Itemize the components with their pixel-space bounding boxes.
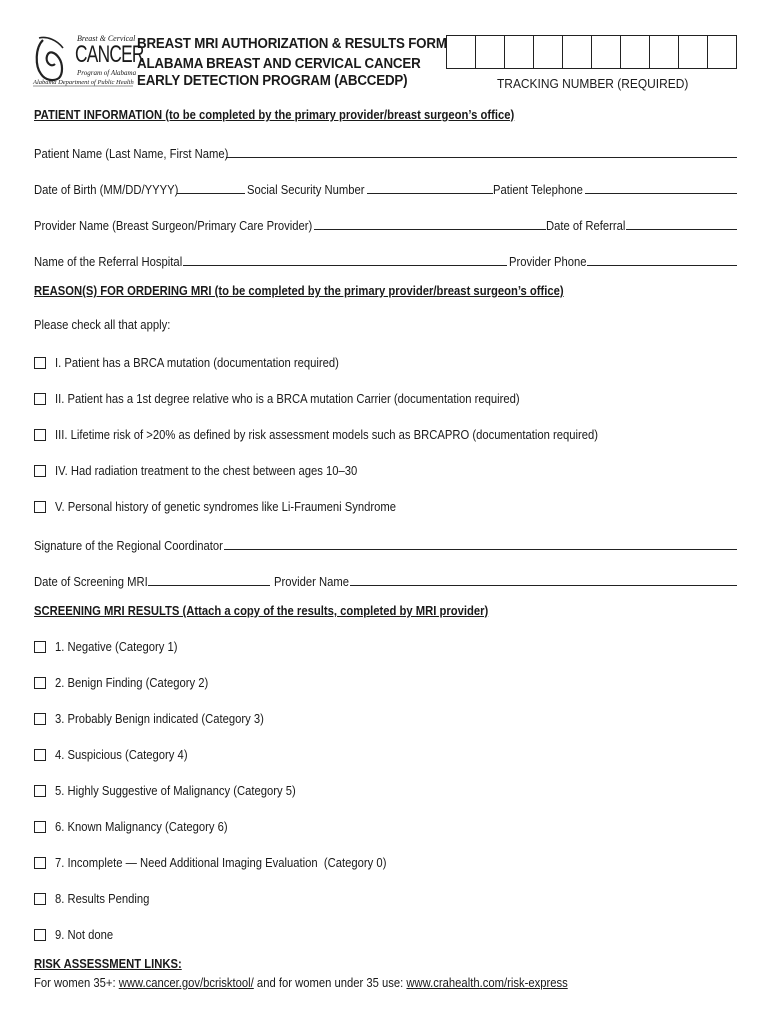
screening-date-field[interactable] [148,585,270,586]
risk-links-middle: and for women under 35 use: [256,976,404,990]
hospital-label: Name of the Referral Hospital [34,255,183,269]
reason-checkbox[interactable] [34,465,46,477]
patient-name-field[interactable] [226,157,737,158]
result-label: 7. Incomplete — Need Additional Imaging Evaluation (Category 0) [55,856,387,870]
tracking-digit-box[interactable] [650,36,679,68]
reason-label: I. Patient has a BRCA mutation (documentation required) [55,356,339,370]
risk-links-line [34,976,627,990]
reason-checkbox[interactable] [34,393,46,405]
reason-option[interactable] [34,498,434,516]
result-label: 3. Probably Benign indicated (Category 3) [55,712,264,726]
tracking-digit-box[interactable] [621,36,650,68]
reason-checkbox[interactable] [34,501,46,513]
program-name-line1: ALABAMA BREAST AND CERVICAL CANCER [137,56,421,72]
logo-text-cancer: CANCER [75,41,144,68]
screening-date-row [34,571,737,589]
provider-phone-field[interactable] [587,265,737,266]
result-option[interactable] [34,890,160,908]
risk-express-link[interactable]: www.crahealth.com/risk-express [406,976,568,990]
result-option[interactable] [34,818,247,836]
patient-info-heading: PATIENT INFORMATION (to be completed by the primary provider/breast surgeon’s office) [34,108,515,122]
result-option[interactable] [34,926,120,944]
tracking-number-label: TRACKING NUMBER (REQUIRED) [497,76,689,91]
tracking-digit-box[interactable] [563,36,592,68]
tracking-digit-box[interactable] [592,36,621,68]
dob-label: Date of Birth (MM/DD/YYYY) [34,183,179,197]
referral-date-field[interactable] [626,229,737,230]
reason-option[interactable] [34,462,391,480]
tracking-digit-box[interactable] [476,36,505,68]
reason-option[interactable] [34,390,571,408]
result-checkbox[interactable] [34,785,46,797]
result-label: 6. Known Malignancy (Category 6) [55,820,228,834]
result-option[interactable] [34,674,225,692]
risk-links-prefix: For women 35+: [34,976,116,990]
reason-option[interactable] [34,426,658,444]
result-checkbox[interactable] [34,749,46,761]
result-label: 9. Not done [55,928,114,942]
result-checkbox[interactable] [34,893,46,905]
reason-option[interactable] [34,354,370,372]
ssn-field[interactable] [367,193,493,194]
ssn-label: Social Security Number [247,183,366,197]
tracking-number-boxes[interactable] [446,35,737,69]
result-option[interactable] [34,782,323,800]
tracking-digit-box[interactable] [708,36,736,68]
result-option[interactable] [34,710,287,728]
coordinator-signature-row [34,535,737,553]
bcrisktool-link[interactable]: www.cancer.gov/bcrisktool/ [118,976,254,990]
tracking-digit-box[interactable] [679,36,708,68]
patient-phone-label: Patient Telephone [493,183,583,197]
provider-name-label: Provider Name (Breast Surgeon/Primary Care Provider) [34,219,313,233]
result-checkbox[interactable] [34,857,46,869]
result-label: 4. Suspicious (Category 4) [55,748,188,762]
provider-referral-row [34,215,737,233]
tracking-digit-box[interactable] [505,36,534,68]
coordinator-signature-field[interactable] [224,549,737,550]
result-checkbox[interactable] [34,929,46,941]
reason-label: II. Patient has a 1st degree relative who is a BRCA mutation Carrier (documentation required) [55,392,520,406]
reason-label: III. Lifetime risk of >20% as defined by risk assessment models such as BRCAPRO (documentation required) [55,428,599,442]
reason-label: V. Personal history of genetic syndromes like Li-Fraumeni Syndrome [55,500,397,514]
program-name-line2: EARLY DETECTION PROGRAM (ABCCEDP) [137,73,408,89]
provider-name-field[interactable] [314,229,546,230]
program-logo [33,34,144,90]
reason-checkbox[interactable] [34,429,46,441]
check-instruction-text: Please check all that apply: [34,318,171,332]
result-checkbox[interactable] [34,677,46,689]
result-option[interactable] [34,746,202,764]
reason-checkbox[interactable] [34,357,46,369]
check-instruction [34,318,185,332]
dob-ssn-phone-row [34,179,737,197]
risk-links-heading: RISK ASSESSMENT LINKS: [34,957,182,971]
patient-name-label: Patient Name (Last Name, First Name) [34,147,229,161]
screening-date-label: Date of Screening MRI [34,575,148,589]
patient-name-row [34,143,737,161]
result-label: 2. Benign Finding (Category 2) [55,676,209,690]
result-checkbox[interactable] [34,641,46,653]
tracking-digit-box[interactable] [447,36,476,68]
form-title: BREAST MRI AUTHORIZATION & RESULTS FORM [137,36,447,52]
mri-provider-name-field[interactable] [350,585,737,586]
result-option[interactable] [34,638,191,656]
result-label: 1. Negative (Category 1) [55,640,178,654]
referral-date-label: Date of Referral [546,219,626,233]
hospital-field[interactable] [183,265,507,266]
result-label: 8. Results Pending [55,892,150,906]
result-label: 5. Highly Suggestive of Malignancy (Category 5) [55,784,296,798]
provider-phone-label: Provider Phone [508,255,587,269]
reasons-heading: REASON(S) FOR ORDERING MRI (to be completed by the primary provider/breast surgeon’s office) [34,284,564,298]
result-checkbox[interactable] [34,713,46,725]
coordinator-signature-label: Signature of the Regional Coordinator [34,539,223,553]
dob-field[interactable] [177,193,245,194]
mri-provider-name-label: Provider Name [274,575,350,589]
reason-label: IV. Had radiation treatment to the chest between ages 10–30 [55,464,358,478]
result-checkbox[interactable] [34,821,46,833]
logo-text-top: Breast & Cervical [77,34,136,43]
tracking-digit-box[interactable] [534,36,563,68]
result-option[interactable] [34,854,423,872]
logo-text-program: Program of Alabama [77,69,137,77]
patient-phone-field[interactable] [585,193,737,194]
hospital-phone-row [34,251,737,269]
logo-text-department: Alabama Department of Public Health [33,79,134,86]
results-heading: SCREENING MRI RESULTS (Attach a copy of the results, completed by MRI provider) [34,604,489,618]
